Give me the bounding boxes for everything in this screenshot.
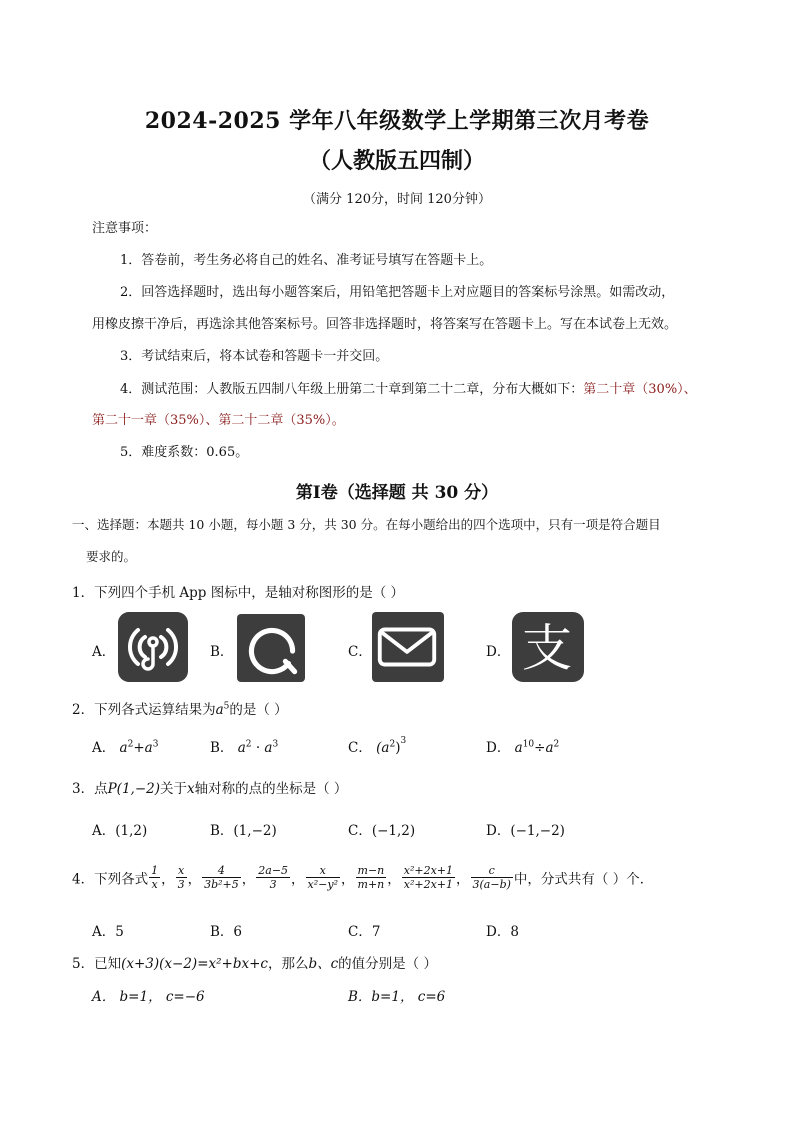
q2-b-base2: a xyxy=(264,740,273,756)
q2-d-label: D． xyxy=(486,740,511,756)
q4-f8-num: c xyxy=(471,864,513,878)
q4-fraction-2 xyxy=(176,864,187,891)
question-4-stem xyxy=(72,864,653,891)
q4-f1-num: 1 xyxy=(151,864,159,877)
q4-fraction-1 xyxy=(149,864,160,891)
q3-stem-a: 3．点 xyxy=(72,781,108,797)
q2-stem-exp: 5 xyxy=(223,701,230,712)
notes-heading: 注意事项： xyxy=(92,221,158,236)
q5-stem-c: 的值分别是（ ） xyxy=(338,956,437,972)
note-1: 1．答卷前，考生务必将自己的姓名、准考证号填写在答题卡上。 xyxy=(120,253,493,268)
q4-fraction-3 xyxy=(202,864,241,891)
q2-d-exp1: 10 xyxy=(522,739,535,750)
q3-option-d: D．(−1,−2) xyxy=(486,823,565,839)
q2-option-d xyxy=(486,736,559,756)
q2-b-exp2: 3 xyxy=(272,739,279,750)
q3-point: P(1,−2) xyxy=(107,781,160,797)
q4-f2-den: 3 xyxy=(177,878,185,891)
q4-f7-num: x²+2x+1 xyxy=(403,864,453,877)
note-2b: 用橡皮擦干净后，再选涂其他答案标号。回答非选择题时，将答案写在答题卡上。写在本试卷上无效。 xyxy=(92,317,678,332)
q2-b-exp1: 2 xyxy=(245,739,252,750)
alipay-glyph: 支 xyxy=(521,618,573,678)
q4-sep: ， xyxy=(387,871,401,888)
q2-a-label: A． xyxy=(92,740,116,756)
section-title: 第Ⅰ卷（选择题 共 30 分） xyxy=(295,483,499,503)
q4-f6-num: m−n xyxy=(357,864,385,877)
q4-fraction-4 xyxy=(256,864,290,891)
q2-c-exp2: 3 xyxy=(400,735,407,746)
q2-option-c xyxy=(348,736,406,756)
q2-b-base1: a xyxy=(237,740,246,756)
q4-f3-den: 3b²+5 xyxy=(204,878,239,891)
q4-sep: ， xyxy=(341,871,355,888)
exam-subtitle: （人教版五四制） xyxy=(308,148,485,174)
q5-option-a: A． b=1， c=−6 xyxy=(92,989,205,1005)
q2-a-base1: a xyxy=(119,740,128,756)
q4-sep: ， xyxy=(241,871,256,888)
q4-sep: ， xyxy=(161,871,175,888)
q4-stem-a: 4．下列各式 xyxy=(72,871,149,888)
q2-b-op: · xyxy=(255,740,261,756)
q4-f7-den: x²+2x+1 xyxy=(403,878,453,891)
q5-vars: b、c xyxy=(308,956,339,972)
question-2-stem xyxy=(72,698,288,718)
q5-stem-b: ，那么 xyxy=(267,956,309,972)
note-4c: 第二十一章（35%）、第二十二章（35%）。 xyxy=(92,413,345,428)
q2-stem-var: a xyxy=(215,702,224,718)
q4-sep: ， xyxy=(456,871,470,888)
q4-f1-den: x xyxy=(151,878,158,891)
q1-option-a-label: A． xyxy=(92,644,116,660)
q4-f6-den: m+n xyxy=(357,878,385,891)
q5-option-b: B．b=1， c=6 xyxy=(348,989,446,1005)
note-4b: 第二十章（30%）、 xyxy=(583,382,697,397)
q2-c-close: ) xyxy=(395,740,401,756)
q4-option-a: A．5 xyxy=(92,924,124,940)
q2-a-base2: a xyxy=(144,740,153,756)
q1-option-b-label: B． xyxy=(210,644,234,660)
q2-stem-a: 2．下列各式运算结果为 xyxy=(72,702,216,718)
q4-f8-den: 3(a−b) xyxy=(472,878,511,891)
q4-sep: ， xyxy=(187,871,202,888)
q4-f2-num: x xyxy=(176,864,187,878)
note-4 xyxy=(120,381,697,399)
section-instructions-a: 一、选择题：本题共 10 小题，每小题 3 分，共 30 分。在每小题给出的四个选项中，只有一项是符合题目 xyxy=(72,517,661,532)
q4-fraction-7 xyxy=(402,864,455,891)
mail-icon xyxy=(372,612,444,682)
note-3: 3．考试结束后，将本试卷和答题卡一并交回。 xyxy=(120,349,389,364)
q4-sep: ， xyxy=(291,871,305,888)
note-4a: 4．测试范围：人教版五四制八年级上册第二十章到第二十二章，分布大概如下： xyxy=(120,382,584,397)
q2-d-base2: a xyxy=(545,740,554,756)
q3-axis: x xyxy=(187,781,195,797)
q5-stem-a: 5．已知 xyxy=(72,956,122,972)
section-instructions-b: 要求的。 xyxy=(86,549,137,564)
q2-c-exp1: 2 xyxy=(389,739,396,750)
q4-fraction-5 xyxy=(306,864,340,891)
q2-d-base1: a xyxy=(514,740,523,756)
exam-title: 2024-2025 学年八年级数学上学期第三次月考卷 xyxy=(144,108,650,134)
question-3-stem xyxy=(72,777,347,797)
wifi-key-icon xyxy=(118,612,188,682)
search-q-icon xyxy=(237,614,305,682)
q3-option-b: B．(1,−2) xyxy=(210,823,277,839)
q5-expr: (x+3)(x−2)=x²+bx+c xyxy=(121,956,268,972)
q2-option-b xyxy=(210,736,278,756)
q2-c-label: C． xyxy=(348,740,372,756)
q2-option-a xyxy=(92,736,158,756)
q2-a-op: + xyxy=(133,740,145,756)
q3-stem-b: 关于 xyxy=(160,781,187,797)
exam-meta: （满分 120分，时间 120分钟） xyxy=(303,192,491,207)
q3-option-a: A．(1,2) xyxy=(92,823,148,839)
note-2a: 2．回答选择题时，选出每小题答案后，用铅笔把答题卡上对应题目的答案标号涂黑。如需改动， xyxy=(120,285,675,300)
q4-fraction-8 xyxy=(471,864,513,891)
q4-option-c: C．7 xyxy=(348,924,381,940)
q2-stem-b: 的是（ ） xyxy=(229,702,288,718)
q2-d-op: ÷ xyxy=(534,740,546,756)
alipay-icon xyxy=(512,612,584,682)
question-5-stem xyxy=(72,952,437,972)
q2-d-exp2: 2 xyxy=(553,739,560,750)
q4-option-d: D．8 xyxy=(486,924,519,940)
q3-stem-c: 轴对称的点的坐标是（ ） xyxy=(194,781,348,797)
q4-stem-b: 中，分式共有（ ）个． xyxy=(513,871,654,888)
q2-a-exp1: 2 xyxy=(127,739,134,750)
q4-f4-den: 3 xyxy=(269,878,277,891)
q4-f5-den: x²−y² xyxy=(307,878,339,891)
q2-b-label: B． xyxy=(210,740,234,756)
q2-c-text: (a xyxy=(376,740,390,756)
q1-option-d-label: D． xyxy=(486,644,511,660)
question-1-stem: 1．下列四个手机 App 图标中，是轴对称图形的是（ ） xyxy=(72,585,404,601)
q4-f3-num: 4 xyxy=(202,864,241,878)
q3-option-c: C．(−1,2) xyxy=(348,823,416,839)
q4-f4-num: 2a−5 xyxy=(258,864,289,877)
q4-fraction-6 xyxy=(356,864,387,891)
q4-f5-num: x xyxy=(306,864,340,878)
q2-a-exp2: 3 xyxy=(152,739,159,750)
note-5: 5．难度系数：0.65。 xyxy=(120,445,249,460)
q1-option-c-label: C． xyxy=(348,644,372,660)
q4-option-b: B．6 xyxy=(210,924,243,940)
